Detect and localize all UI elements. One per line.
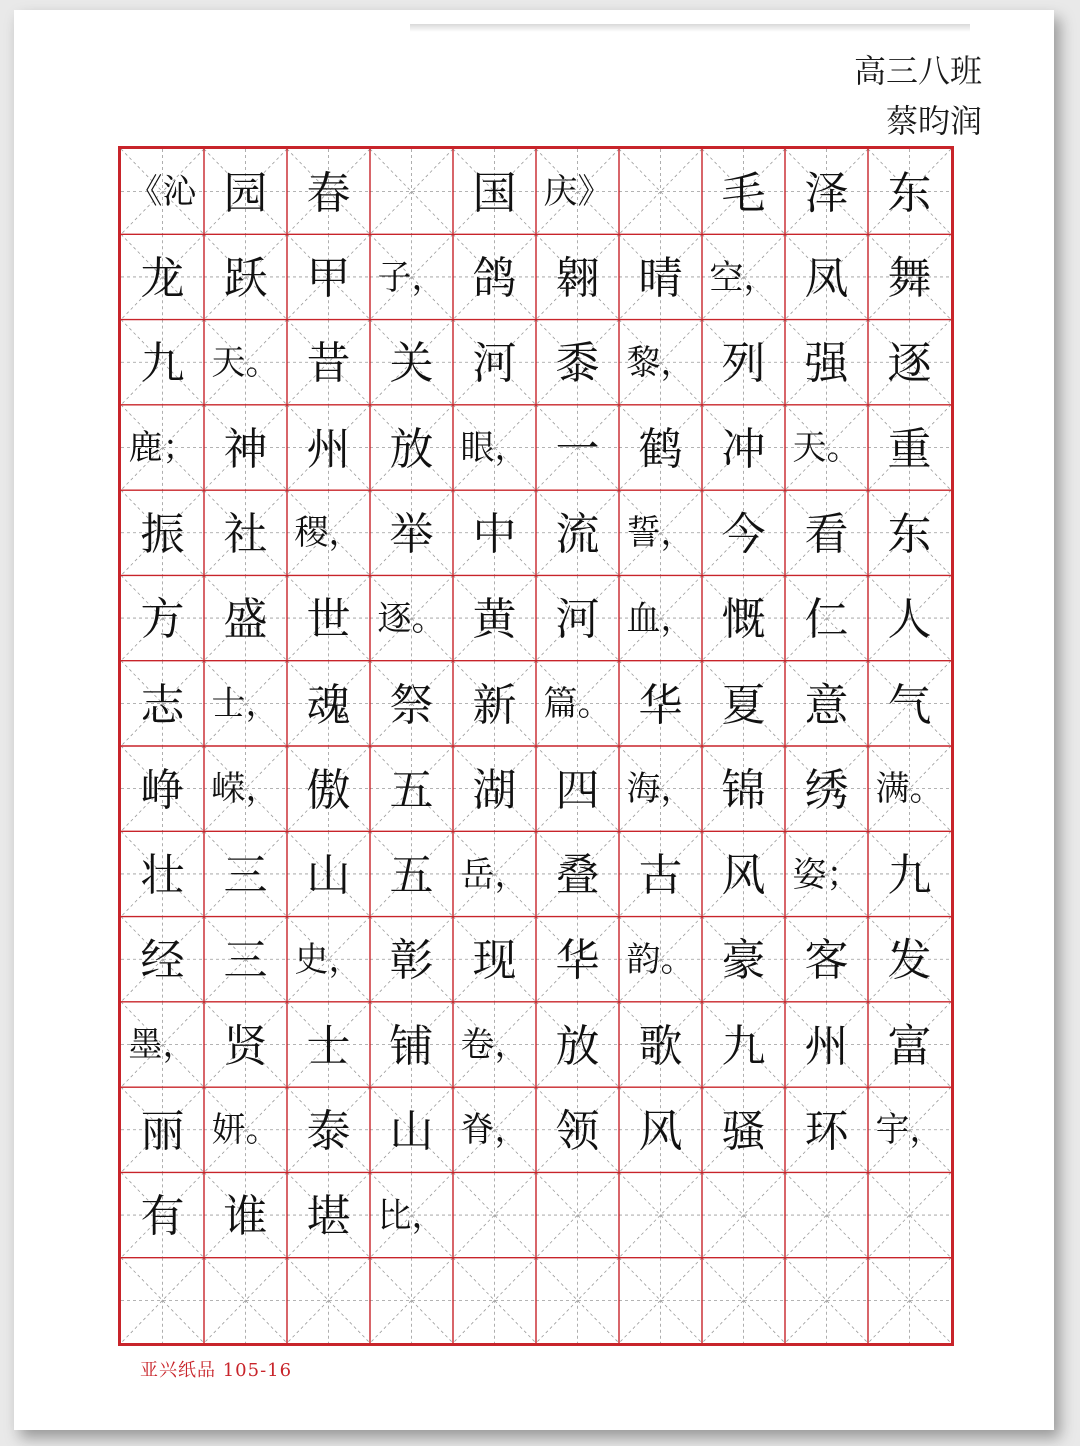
author-block: [812, 46, 982, 146]
grid-character: 客: [804, 935, 849, 987]
grid-character: 骚: [721, 1105, 766, 1157]
grid-character: 古: [638, 850, 683, 902]
grid-character: 龙: [140, 253, 185, 305]
grid-character: 气: [887, 679, 932, 731]
grid-character: 神: [223, 423, 268, 475]
grid-character: 卷，: [460, 1025, 529, 1066]
page-edge-shadow: [410, 24, 970, 32]
grid-character: 振: [140, 508, 185, 560]
writing-grid: [121, 149, 951, 1343]
grid-character: 绣: [804, 764, 849, 816]
grid-character: 篇。: [543, 684, 612, 724]
grid-character: 夏: [721, 679, 766, 731]
grid-character: 逐。: [377, 598, 446, 639]
grid-character: 现: [472, 935, 517, 987]
grid-character: 放: [389, 423, 434, 475]
grid-character: 史，: [294, 939, 363, 980]
grid-character: 山: [389, 1105, 434, 1157]
grid-character: 五: [389, 764, 434, 816]
grid-character: 黄: [472, 594, 517, 646]
grid-character: 逐: [887, 338, 932, 390]
paper-brand: 亚兴纸品 105-16: [140, 1360, 293, 1381]
grid-character: 领: [555, 1105, 600, 1157]
grid-character: 华: [638, 679, 683, 731]
grid-character: 嵘，: [211, 769, 280, 810]
grid-character: 冲: [721, 423, 766, 475]
grid-character: 墨，: [128, 1025, 197, 1066]
grid-character: 满。: [875, 769, 944, 810]
grid-character: 泽: [804, 167, 849, 219]
grid-character: 峥: [140, 764, 185, 816]
grid-character: 《沁: [128, 172, 197, 213]
grid-character: 甲: [306, 253, 351, 305]
grid-character: 流: [555, 508, 600, 560]
grid-character: 舞: [887, 253, 932, 305]
grid-character: 凤: [804, 253, 849, 305]
grid-character: 方: [140, 594, 185, 646]
grid-character: 东: [887, 508, 932, 560]
grid-character: 风: [721, 850, 766, 902]
grid-character: 园: [223, 167, 268, 219]
grid-character: 列: [721, 338, 766, 390]
grid-character: 鹤: [638, 423, 683, 475]
grid-character: 富: [887, 1020, 932, 1072]
grid-character: 跃: [223, 253, 268, 305]
grid-character: 黎，: [626, 342, 695, 383]
grid-character: 春: [306, 167, 351, 219]
grid-character: 三: [223, 850, 268, 902]
grid-character: 九: [721, 1020, 766, 1072]
grid-character: 国: [472, 167, 517, 219]
grid-character: 四: [555, 764, 600, 816]
grid-character: 发: [887, 935, 932, 987]
grid-character: 鹿；: [128, 428, 197, 469]
grid-character: 东: [887, 167, 932, 219]
grid-character: 重: [887, 423, 932, 475]
grid-character: 社: [223, 508, 268, 560]
grid-character: 傲: [306, 764, 351, 816]
grid-character: 有: [140, 1191, 185, 1243]
grid-character: 丽: [140, 1105, 185, 1157]
grid-character: 新: [472, 679, 517, 731]
grid-character: 风: [638, 1105, 683, 1157]
grid-character: 州: [804, 1020, 849, 1072]
grid-character: 翱: [555, 253, 600, 305]
grid-character: 谁: [223, 1191, 268, 1243]
grid-character: 血，: [626, 598, 695, 639]
class-name: 高三八班: [853, 52, 982, 90]
grid-character: 天。: [792, 428, 861, 469]
grid-character: 中: [472, 508, 517, 560]
grid-character: 仁: [804, 594, 849, 646]
grid-character: 九: [887, 850, 932, 902]
grid-character: 妍。: [211, 1110, 280, 1151]
grid-character: 慨: [721, 594, 766, 646]
grid-character: 壮: [140, 850, 185, 902]
grid-character: 魂: [306, 679, 351, 731]
grid-character: 韵。: [626, 939, 695, 980]
grid-character: 比，: [377, 1195, 446, 1236]
grid-character: 誓，: [626, 513, 695, 554]
grid-character: 眼，: [460, 428, 529, 469]
grid-character: 人: [887, 594, 932, 646]
grid-character: 河: [555, 594, 600, 646]
grid-character: 稷，: [294, 513, 363, 554]
grid-character: 三: [223, 935, 268, 987]
grid-character: 泰: [306, 1105, 351, 1157]
grid-character: 豪: [721, 935, 766, 987]
grid-character: 举: [389, 508, 434, 560]
grid-character: 海，: [626, 769, 695, 810]
grid-character: 晴: [638, 253, 683, 305]
grid-character: 河: [472, 338, 517, 390]
grid-character: 强: [804, 338, 849, 390]
grid-character: 华: [555, 935, 600, 987]
grid-character: 叠: [555, 850, 600, 902]
grid-character: 脊，: [460, 1110, 529, 1151]
grid-character: 贤: [223, 1020, 268, 1072]
grid-character: 关: [389, 338, 434, 390]
grid-character: 歌: [638, 1020, 683, 1072]
grid-character: 五: [389, 850, 434, 902]
grid-character: 九: [140, 338, 185, 390]
student-name: 蔡昀润: [885, 102, 982, 140]
grid-character: 士: [306, 1020, 351, 1072]
grid-character: 士，: [211, 684, 280, 724]
grid-character: 今: [721, 508, 766, 560]
grid-character: 盛: [223, 594, 268, 646]
grid-character: 湖: [472, 764, 517, 816]
grid-character: 天。: [211, 342, 280, 383]
grid-character: 山: [306, 850, 351, 902]
grid-character: 彰: [389, 935, 434, 987]
grid-character: 姿；: [792, 854, 861, 895]
grid-character: 环: [804, 1105, 849, 1157]
grid-character: 放: [555, 1020, 600, 1072]
grid-character: 毛: [721, 167, 766, 219]
grid-character: 世: [306, 594, 351, 646]
grid-character: 经: [140, 935, 185, 987]
grid-character: 州: [306, 423, 351, 475]
grid-character: 看: [804, 508, 849, 560]
grid-character: 祭: [389, 679, 434, 731]
grid-character: 空，: [709, 257, 778, 298]
grid-character: 庆》: [543, 172, 612, 213]
grid-character: 铺: [389, 1020, 434, 1072]
grid-character: 宇，: [875, 1110, 944, 1151]
grid-character: 锦: [721, 764, 766, 816]
grid-character: 堪: [306, 1191, 351, 1243]
grid-character: 一: [555, 423, 600, 475]
grid-character: 黍: [555, 338, 600, 390]
grid-character: 鸽: [472, 253, 517, 305]
grid-character: 岳，: [460, 854, 529, 895]
grid-character: 意: [804, 679, 849, 731]
grid-character: 子，: [377, 257, 446, 298]
grid-character: 志: [140, 679, 185, 731]
grid-character: 昔: [306, 338, 351, 390]
